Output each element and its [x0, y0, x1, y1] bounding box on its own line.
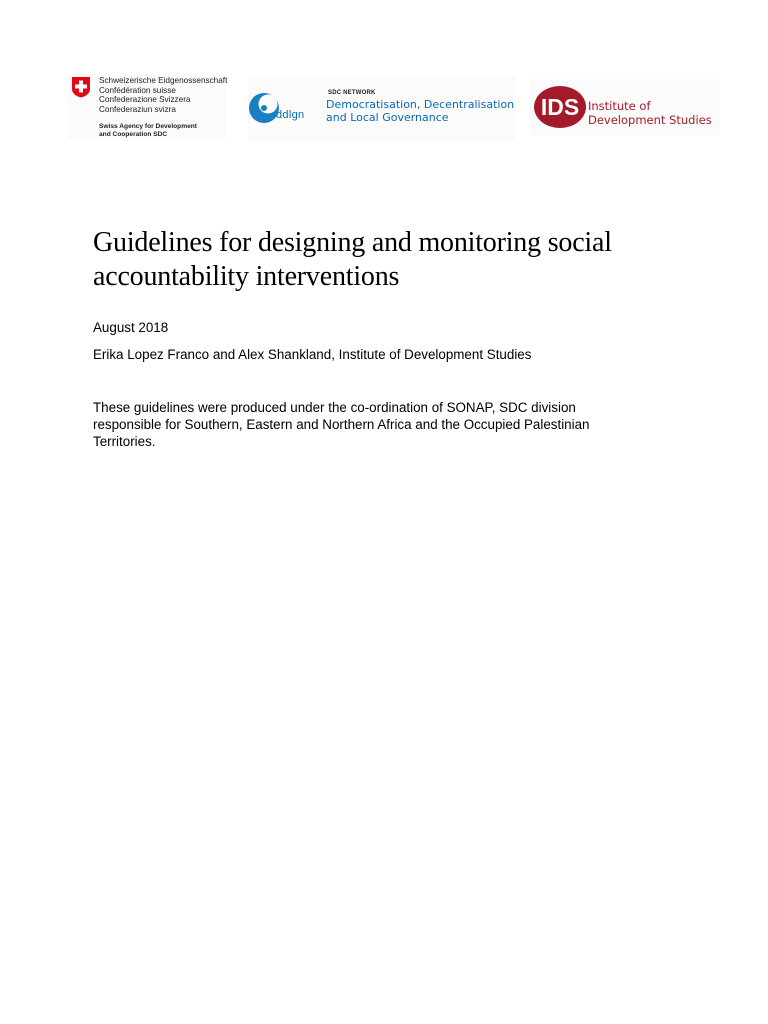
- sdc-line: Schweizerische Eidgenossenschaft: [99, 76, 228, 85]
- document-title-line: accountability interventions: [93, 261, 400, 292]
- swiss-flag-icon: [71, 76, 91, 98]
- logo-strip: [68, 74, 718, 144]
- sdc-confederation-names: [99, 76, 227, 114]
- document-title: [93, 226, 693, 294]
- coordination-note-line: Territories.: [93, 433, 156, 449]
- ids-name-line: Development Studies: [588, 113, 712, 127]
- coordination-note-line: responsible for Southern, Eastern and Northern Africa and the Occupied Palestinian: [93, 416, 590, 432]
- sdc-logo: [68, 74, 226, 140]
- ddlgn-network-label: SDC NETWORK: [328, 90, 376, 96]
- sdc-line: Confederazione Svizzera: [99, 95, 191, 105]
- sdc-agency-line: and Cooperation SDC: [99, 131, 168, 139]
- sdc-line: Confédération suisse: [99, 85, 176, 95]
- sdc-agency-name: [99, 123, 197, 139]
- ids-name-line: Institute of: [588, 99, 651, 113]
- ddlgn-title-line: and Local Governance: [326, 111, 449, 124]
- ids-mark-text: IDS: [540, 94, 580, 120]
- document-title-line: Guidelines for designing and monitoring social: [93, 227, 612, 258]
- ddlgn-title-line: Democratisation, Decentralisation: [326, 98, 515, 111]
- ids-logo: [530, 79, 720, 135]
- ddlgn-wordmark: ddlgn: [276, 109, 305, 121]
- ids-institute-name: [588, 99, 712, 127]
- ddlgn-logo: [248, 77, 516, 141]
- document-authors: Erika Lopez Franco and Alex Shankland, Institute of Development Studies: [93, 347, 532, 362]
- sdc-line: Confederaziun svizra: [99, 104, 176, 114]
- ddlgn-network-title: [326, 98, 514, 124]
- sdc-agency-line: Swiss Agency for Development: [99, 123, 197, 130]
- coordination-note-line: These guidelines were produced under the co-ordination of SONAP, SDC division: [93, 400, 576, 415]
- coordination-note: [93, 400, 638, 450]
- ids-mark-icon: [532, 82, 592, 130]
- document-date: August 2018: [93, 320, 169, 335]
